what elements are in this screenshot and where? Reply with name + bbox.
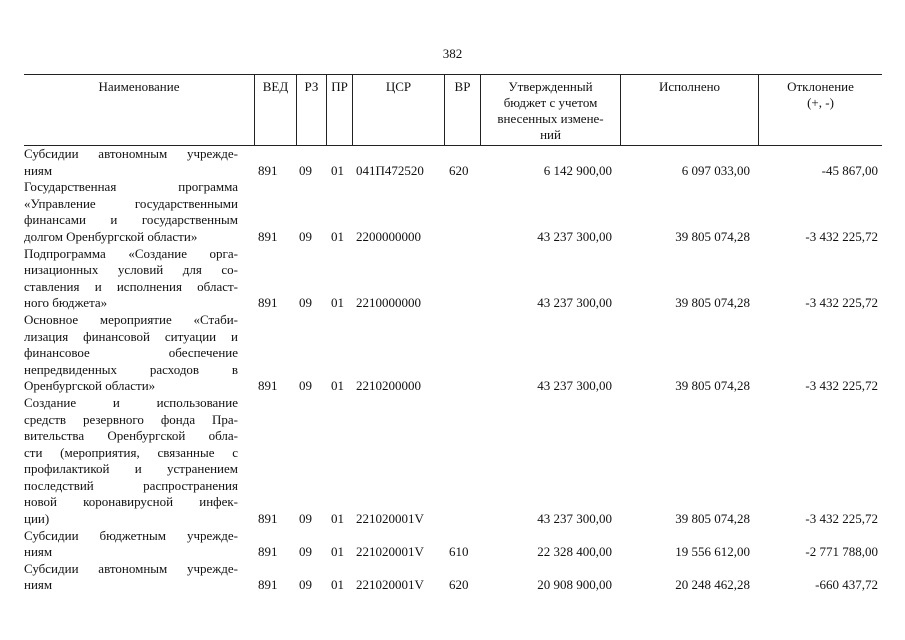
cell-rz: 09 [299,295,312,311]
cell-ved: 891 [258,577,278,593]
cell-pr: 01 [331,228,344,244]
table-row [24,528,882,561]
cell-name-line: ции) [24,511,50,527]
cell-pr: 01 [331,577,344,593]
header-deviation-line: (+, -) [807,95,834,110]
cell-ved: 891 [258,544,278,560]
cell-budget: 6 142 900,00 [543,162,612,178]
header-name: Наименование [98,79,180,94]
cell-ved: 891 [258,378,278,394]
header-csr: ЦСР [352,75,444,145]
header-budget-line: внесенных измене- [497,111,604,126]
cell-ved: 891 [258,295,278,311]
cell-name-line: Основное мероприятие «Стаби- [24,311,238,327]
cell-deviation: -3 432 225,72 [805,511,878,527]
table-row [24,395,882,528]
table-row [24,312,882,395]
cell-name [24,246,238,312]
cell-name-line: ниям [24,544,53,560]
cell-vr: 620 [449,162,469,178]
cell-name [24,561,238,594]
cell-name-line: Субсидии автономным учрежде- [24,146,238,161]
cell-name-line: Создание и использование [24,394,238,410]
cell-name-line: финансами и государственным [24,212,238,228]
cell-name-line: Государственная программа [24,179,238,195]
cell-name-line: сти (мероприятия, связанные с [24,444,238,460]
cell-csr: 221020001V [356,577,424,593]
cell-name [24,146,238,179]
cell-name-line: ниям [24,577,53,593]
table-row [24,146,882,179]
cell-name-line: финансовое обеспечение [24,345,238,361]
cell-name-line: «Управление государственными [24,195,238,211]
cell-name-line: ниям [24,162,53,178]
cell-executed: 39 805 074,28 [675,511,750,527]
cell-rz: 09 [299,228,312,244]
header-vr: ВР [444,75,480,145]
header-budget-line: бюджет с учетом [503,95,598,110]
cell-pr: 01 [331,295,344,311]
header-deviation-line: Отклонение [787,79,854,94]
cell-rz: 09 [299,162,312,178]
cell-csr: 221020001V [356,511,424,527]
cell-pr: 01 [331,544,344,560]
cell-name-line: ного бюджета» [24,295,108,311]
cell-pr: 01 [331,511,344,527]
cell-name-line: лизация финансовой ситуации и [24,328,238,344]
cell-vr: 620 [449,577,469,593]
cell-name-line: непредвиденных расходов в [24,361,238,377]
cell-csr: 221020001V [356,544,424,560]
cell-budget: 43 237 300,00 [537,511,612,527]
cell-ved: 891 [258,162,278,178]
cell-executed: 19 556 612,00 [675,544,750,560]
cell-deviation: -660 437,72 [815,577,878,593]
header-ved: ВЕД [254,75,296,145]
cell-pr: 01 [331,162,344,178]
budget-table [24,74,882,594]
header-budget-line: ний [540,127,561,142]
cell-rz: 09 [299,378,312,394]
cell-budget: 22 328 400,00 [537,544,612,560]
cell-executed: 6 097 033,00 [681,162,750,178]
cell-budget: 43 237 300,00 [537,295,612,311]
cell-csr: 2200000000 [356,228,421,244]
cell-budget: 43 237 300,00 [537,378,612,394]
cell-name [24,528,238,561]
cell-csr: 2210000000 [356,295,421,311]
cell-name-line: Субсидии автономным учрежде- [24,560,238,576]
cell-budget: 43 237 300,00 [537,228,612,244]
cell-deviation: -3 432 225,72 [805,378,878,394]
cell-executed: 20 248 462,28 [675,577,750,593]
cell-name-line: вительства Оренбургской обла- [24,428,238,444]
cell-rz: 09 [299,577,312,593]
cell-name-line: Оренбургской области» [24,378,156,394]
cell-name-line: Подпрограмма «Создание орга- [24,245,238,261]
cell-ved: 891 [258,228,278,244]
cell-csr: 041П472520 [356,162,424,178]
header-rz: РЗ [296,75,326,145]
cell-deviation: -45 867,00 [821,162,878,178]
table-header [24,74,882,146]
cell-name-line: средств резервного фонда Пра- [24,411,238,427]
cell-name [24,179,238,245]
cell-name [24,395,238,528]
cell-name-line: Субсидии бюджетным учрежде- [24,527,238,543]
cell-ved: 891 [258,511,278,527]
cell-executed: 39 805 074,28 [675,378,750,394]
header-budget [480,75,620,145]
cell-pr: 01 [331,378,344,394]
cell-deviation: -3 432 225,72 [805,228,878,244]
cell-name-line: низационных условий для со- [24,262,238,278]
cell-name-line: долгом Оренбургской области» [24,228,198,244]
cell-name-line: новой коронавирусной инфек- [24,494,238,510]
page-number: 382 [442,46,463,61]
cell-name [24,312,238,395]
cell-executed: 39 805 074,28 [675,228,750,244]
cell-deviation: -3 432 225,72 [805,295,878,311]
header-executed: Исполнено [620,75,758,145]
cell-executed: 39 805 074,28 [675,295,750,311]
cell-csr: 2210200000 [356,378,421,394]
header-pr: ПР [326,75,352,145]
cell-budget: 20 908 900,00 [537,577,612,593]
cell-rz: 09 [299,544,312,560]
cell-name-line: профилактикой и устранением [24,461,238,477]
cell-name-line: ставления и исполнения област- [24,278,238,294]
table-row [24,179,882,245]
table-row [24,246,882,312]
table-body [24,146,882,594]
cell-rz: 09 [299,511,312,527]
table-row [24,561,882,594]
header-deviation [758,75,882,145]
cell-name-line: последствий распространения [24,477,238,493]
cell-deviation: -2 771 788,00 [805,544,878,560]
cell-vr: 610 [449,544,469,560]
header-budget-line: Утвержденный [508,79,593,94]
